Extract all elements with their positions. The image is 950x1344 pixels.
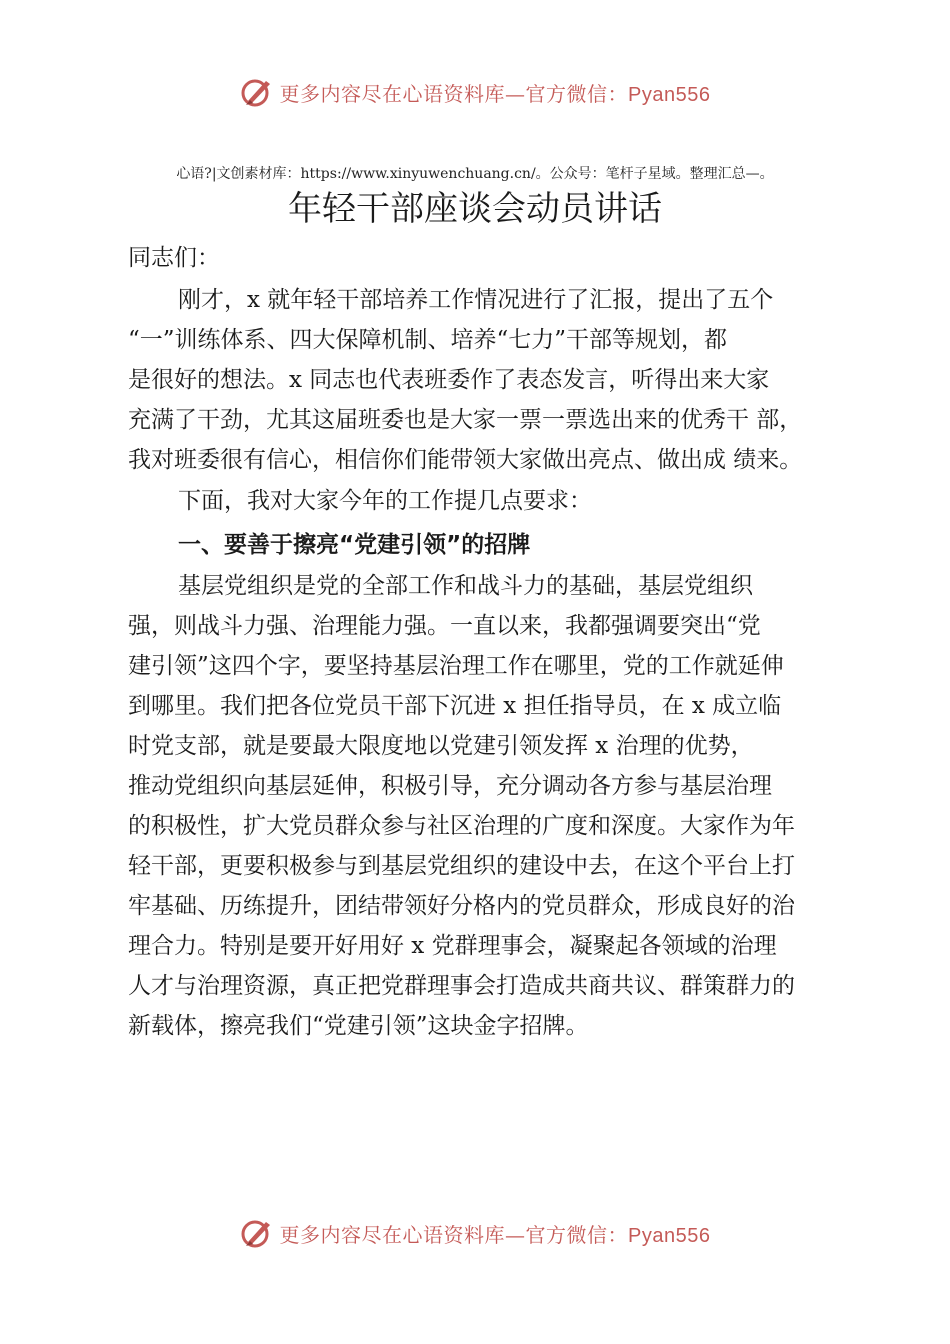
paragraph-line: 的积极性，扩大党员群众参与社区治理的广度和深度。大家作为年 [128, 813, 795, 839]
paragraph-line: 牢基础、历练提升，团结带领好分格内的党员群众，形成良好的治 [128, 893, 795, 919]
paragraph-line: 基层党组织是党的全部工作和战斗力的基础，基层党组织 [178, 573, 753, 599]
paragraph-line: 是很好的想法。x 同志也代表班委作了表态发言，听得出来大家 [128, 367, 770, 393]
document-title: 年轻干部座谈会动员讲话 [288, 189, 662, 229]
paragraph-line: 强，则战斗力强、治理能力强。一直以来，我都强调要突出“党 [128, 613, 761, 639]
source-line: 心语?|文创素材库：https://www.xinyuwenchuang.cn/。公众号：笔杆子星域。整理汇总—。 [176, 166, 774, 182]
paragraph-line: 推动党组织向基层延伸，积极引导，充分调动各方参与基层治理 [128, 773, 772, 799]
banner-text: 更多内容尽在心语资料库—官方微信：Pyan556 [279, 81, 711, 106]
wechat-id: Pyan556 [628, 83, 711, 106]
salutation: 同志们： [128, 245, 220, 271]
paragraph-line: 下面，我对大家今年的工作提几点要求： [178, 488, 592, 514]
paragraph-line: 我对班委很有信心，相信你们能带领大家做出亮点、做出成 绩来。 [128, 447, 803, 473]
paragraph-line: 时党支部，就是要最大限度地以党建引领发挥 x 治理的优势， [128, 733, 754, 759]
paragraph-line: 新载体，擦亮我们“党建引领”这块金字招牌。 [128, 1013, 589, 1039]
paragraph-line: 到哪里。我们把各位党员干部下沉进 x 担任指导员，在 x 成立临 [128, 693, 782, 719]
brush-logo-icon [240, 1216, 274, 1250]
paragraph-line: “一”训练体系、四大保障机制、培养“七力”干部等规划，都 [128, 327, 728, 353]
paragraph-line: 理合力。特别是要开好用好 x 党群理事会，凝聚起各领域的治理 [128, 933, 777, 959]
section-heading: 一、要善于擦亮“党建引领”的招牌 [178, 532, 531, 558]
footer-banner [0, 1213, 950, 1253]
brush-logo-icon [240, 75, 274, 109]
banner-text: 更多内容尽在心语资料库—官方微信：Pyan556 [279, 1222, 711, 1247]
paragraph-line: 刚才，x 就年轻干部培养工作情况进行了汇报，提出了五个 [178, 287, 774, 313]
header-banner [0, 72, 950, 112]
paragraph-line: 轻干部，更要积极参与到基层党组织的建设中去，在这个平台上打 [128, 853, 795, 879]
paragraph-line: 建引领”这四个字，要坚持基层治理工作在哪里，党的工作就延伸 [128, 653, 784, 679]
paragraph-line: 充满了干劲，尤其这届班委也是大家一票一票选出来的优秀干 部， [128, 407, 803, 433]
wechat-id: Pyan556 [628, 1224, 711, 1247]
paragraph-line: 人才与治理资源，真正把党群理事会打造成共商共议、群策群力的 [128, 973, 795, 999]
